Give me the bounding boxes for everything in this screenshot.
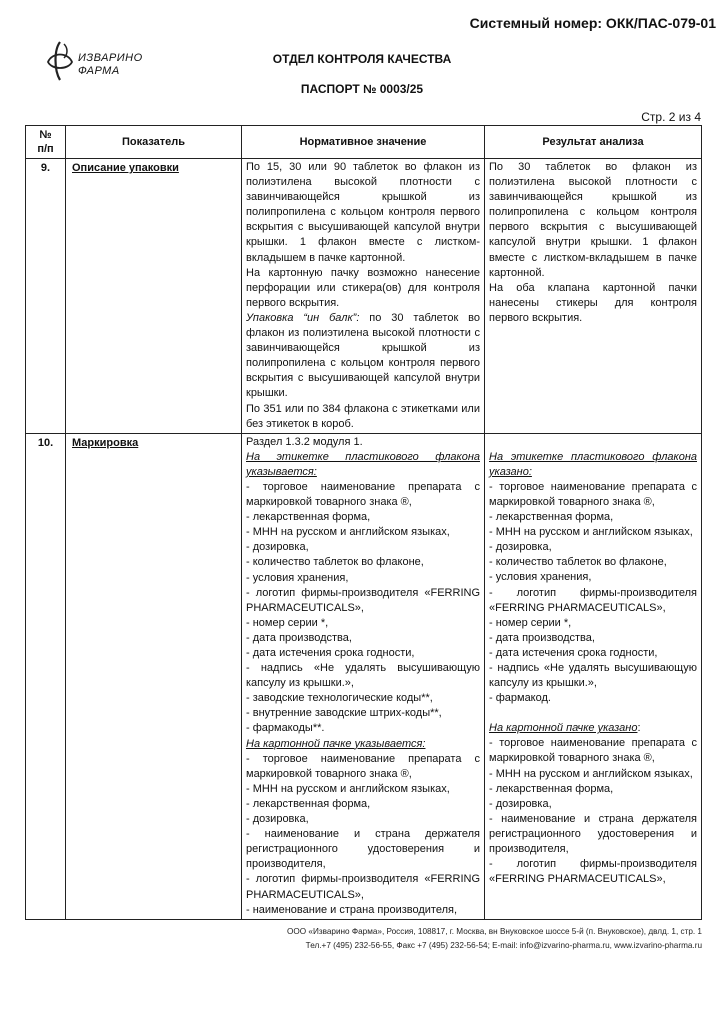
norm-line: - условия хранения, bbox=[246, 571, 349, 584]
norm-line: Раздел 1.3.2 модуля 1. bbox=[246, 435, 363, 448]
table-row bbox=[26, 159, 702, 434]
result-line: - МНН на русском и английском языках, bbox=[489, 767, 693, 780]
result-line: - лекарственная форма, bbox=[489, 511, 614, 524]
norm-paragraph: По 15, 30 или 90 таблеток во флакон из полиэтилена высокой плотности с завинчивающейся крышкой из полипропилена с кольцом контроля первого вскрытия с высушивающей капсулой внутри крышки. 1 флакон вместе с листком-вкладышем в пачке картонной. bbox=[246, 161, 480, 264]
result-line: - условия хранения, bbox=[489, 571, 592, 584]
result-line: - торговое наименование препарата с маркировкой товарного знака ®, bbox=[489, 480, 697, 508]
footer-address: ООО «Изварино Фарма», Россия, 108817, г. Москва, вн Внуковское шоссе 5-й (п. Внуковское), двлд. 1, стр. 1 bbox=[287, 927, 702, 936]
result-line: - торговое наименование препарата с маркировкой товарного знака ®, bbox=[489, 737, 697, 765]
norm-paragraph: На картонную пачку возможно нанесение перфорации или стикера(ов) для контроля первого вскрытия. bbox=[246, 266, 480, 309]
norm-line: - торговое наименование препарата с маркировкой товарного знака ®, bbox=[246, 480, 480, 509]
norm-line: - МНН на русском и английском языках, bbox=[246, 526, 450, 539]
result-line: - количество таблеток во флаконе, bbox=[489, 556, 667, 569]
norm-line: - внутренние заводские штрих-коды**, bbox=[246, 707, 442, 720]
norm-line: - лекарственная форма, bbox=[246, 511, 371, 524]
norm-subheading: На картонной пачке указывается: bbox=[246, 737, 426, 750]
header-num-line1: № bbox=[39, 129, 52, 141]
norm-line: - МНН на русском и английском языках, bbox=[246, 782, 450, 795]
norm-paragraph bbox=[246, 311, 480, 402]
norm-line: - наименование и страна производителя, bbox=[246, 903, 458, 916]
inbulk-text: по 30 таблеток во флакон из полиэтилена высокой плотности с завинчивающейся крышкой из полипропилена с кольцом контроля первого вскрытия с высушивающей капсулой внутри крышки. bbox=[246, 311, 481, 400]
norm-line: - дозировка, bbox=[246, 813, 309, 826]
result-line: - логотип фирмы-производителя «FERRING PHARMACEUTICALS», bbox=[489, 586, 697, 614]
header-result: Результат анализа bbox=[485, 126, 702, 159]
table-row bbox=[26, 433, 702, 919]
footer-contacts: Тел.+7 (495) 232-56-55, Факс +7 (495) 232-56-54; E-mail: info@izvarino-pharma.ru, www.izvarino-pharma.ru bbox=[305, 941, 702, 950]
norm-line: - наименование и страна держателя регистрационного удостоверения и производителя, bbox=[246, 828, 480, 871]
row-result bbox=[485, 159, 702, 434]
result-line: - фармакод. bbox=[489, 692, 551, 705]
norm-line: - надпись «Не удалять высушивающую капсулу из крышки.», bbox=[246, 662, 480, 690]
norm-line: - дата производства, bbox=[246, 631, 352, 644]
header-num bbox=[26, 126, 66, 159]
norm-line: - торговое наименование препарата с маркировкой товарного знака ®, bbox=[246, 752, 480, 780]
result-line: - номер серии *, bbox=[489, 616, 572, 629]
norm-line: - логотип фирмы-производителя «FERRING PHARMACEUTICALS», bbox=[246, 873, 480, 901]
header-norm: Нормативное значение bbox=[242, 126, 485, 159]
logo-text-line2: ФАРМА bbox=[78, 65, 120, 77]
norm-paragraph: По 351 или по 384 флакона с этикетками или без этикеток в короб. bbox=[246, 402, 480, 430]
norm-line: - заводские технологические коды**, bbox=[246, 692, 433, 705]
result-line: - лекарственная форма, bbox=[489, 782, 614, 795]
result-paragraph: По 30 таблеток во флакон из полиэтилена высокой плотности с завинчивающейся крышкой из полипропилена с кольцом контроля первого вскрытия с высушивающей капсулой внутри крышки. 1 флакон вместе с листком-вкладышем в пачке картонной. bbox=[489, 161, 697, 279]
norm-line: - логотип фирмы-производителя «FERRING PHARMACEUTICALS», bbox=[246, 586, 480, 614]
result-line: - МНН на русском и английском языках, bbox=[489, 526, 693, 539]
row-num: 9. bbox=[26, 159, 66, 434]
result-subheading: На картонной пачке указано bbox=[489, 722, 638, 735]
result-colon: : bbox=[637, 722, 641, 735]
norm-line: - количество таблеток во флаконе, bbox=[246, 556, 424, 569]
passport-table bbox=[25, 125, 702, 920]
passport-number: ПАСПОРТ № 0003/25 bbox=[300, 82, 424, 96]
table-header-row bbox=[26, 126, 702, 159]
row-result bbox=[485, 433, 702, 919]
result-spacer bbox=[489, 706, 697, 721]
row-norm bbox=[242, 433, 485, 919]
result-subheading: На этикетке пластикового флакона указано: bbox=[489, 450, 697, 478]
row-indicator: Описание упаковки bbox=[66, 159, 242, 434]
result-line: - надпись «Не удалять высушивающую капсулу из крышки.», bbox=[489, 662, 697, 690]
row-norm bbox=[242, 159, 485, 434]
row-num: 10. bbox=[26, 433, 66, 919]
result-line: - наименование и страна держателя регистрационного удостоверения и производителя, bbox=[489, 812, 697, 856]
result-line: - дата истечения срока годности, bbox=[489, 646, 658, 659]
inbulk-label: Упаковка “ин балк”: bbox=[246, 311, 360, 324]
system-number: Системный номер: ОКК/ПАС-079-01 bbox=[469, 15, 716, 31]
result-line: - логотип фирмы-производителя «FERRING PHARMACEUTICALS», bbox=[489, 858, 697, 886]
result-subheading-line bbox=[489, 721, 697, 736]
header-indicator: Показатель bbox=[66, 126, 242, 159]
norm-line: - фармакоды**. bbox=[246, 722, 325, 735]
result-spacer bbox=[489, 435, 697, 450]
norm-line: - дозировка, bbox=[246, 541, 309, 554]
page-footer bbox=[22, 925, 702, 953]
result-line: - дата производства, bbox=[489, 631, 595, 644]
header-num-line2: п/п bbox=[37, 143, 54, 155]
norm-line: - лекарственная форма, bbox=[246, 797, 371, 810]
norm-line: - дата истечения срока годности, bbox=[246, 647, 415, 659]
logo-text-line1: ИЗВАРИНО bbox=[78, 52, 143, 64]
row-indicator: Маркировка bbox=[66, 433, 242, 919]
result-line: - дозировка, bbox=[489, 797, 552, 810]
result-line: - дозировка, bbox=[489, 541, 552, 554]
department-title: ОТДЕЛ КОНТРОЛЯ КАЧЕСТВА bbox=[272, 52, 452, 66]
result-paragraph: На оба клапана картонной пачки нанесены стикеры для контроля первого вскрытия. bbox=[489, 281, 697, 324]
norm-subheading: На этикетке пластикового флакона указывается: bbox=[246, 450, 480, 478]
norm-line: - номер серии *, bbox=[246, 616, 329, 629]
page-number: Стр. 2 из 4 bbox=[641, 110, 701, 124]
